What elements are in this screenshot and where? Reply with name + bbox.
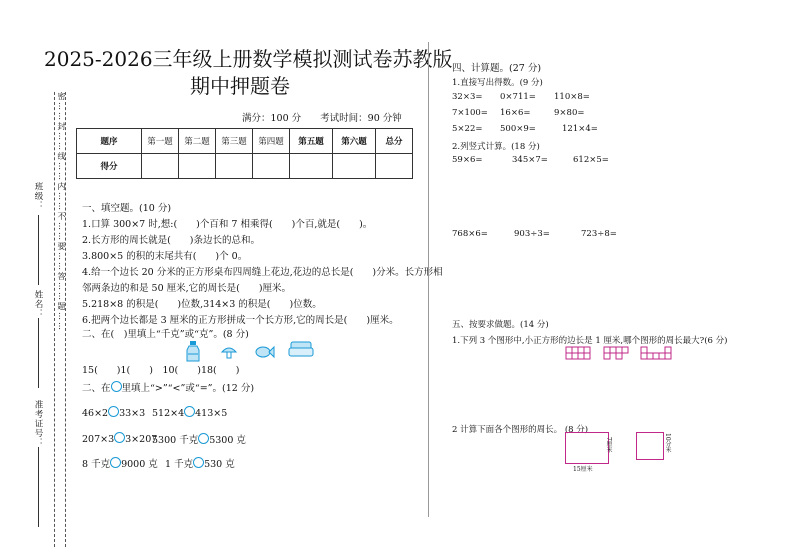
compare-row-3b xyxy=(165,456,235,470)
calc-item: 0×711= xyxy=(500,92,536,102)
score-table-header: 第一题 xyxy=(142,129,179,154)
compare-right: 3×207 xyxy=(125,434,158,445)
grid-shape-1 xyxy=(565,346,591,366)
vertical-calc-item: 903÷3= xyxy=(514,229,550,239)
part1-q3: 3.800×5 的积的末尾共有( )个 0。 xyxy=(82,251,248,262)
calc-item: 500×9= xyxy=(500,124,536,134)
sofa-icon xyxy=(288,340,314,362)
fish-icon xyxy=(255,344,275,363)
score-cell[interactable] xyxy=(253,154,290,179)
compare-circle-input[interactable] xyxy=(114,432,125,443)
score-table-header: 第三题 xyxy=(216,129,253,154)
calc-item: 110×8= xyxy=(554,92,590,102)
exam-id-field-label: 准考证号： xyxy=(33,400,43,448)
compare-left: 46×2 xyxy=(82,408,109,419)
seal-line-left xyxy=(54,92,55,547)
mushroom-icon xyxy=(220,344,238,364)
part2-answers: 15( )1( ) 10( )18( ) xyxy=(82,365,240,376)
calc-item: 5×22= xyxy=(452,124,483,134)
vertical-calc-item: 768×6= xyxy=(452,229,488,239)
column-divider xyxy=(428,42,429,517)
compare-circle-icon xyxy=(111,381,122,392)
score-cell[interactable] xyxy=(142,154,179,179)
score-table xyxy=(76,128,413,179)
compare-left: 1 千克 xyxy=(165,459,194,470)
compare-circle-input[interactable] xyxy=(198,433,209,444)
compare-right: 5300 克 xyxy=(209,435,246,446)
rect-height-label: 7厘米 xyxy=(605,437,612,453)
square-side-label: 10分米 xyxy=(664,433,671,453)
score-table-header: 题序 xyxy=(77,129,142,154)
score-table-header: 第二题 xyxy=(179,129,216,154)
calc-item: 7×100= xyxy=(452,108,488,118)
vertical-calc-item: 723÷8= xyxy=(581,229,617,239)
compare-left: 512×4 xyxy=(152,408,185,419)
score-cell[interactable] xyxy=(179,154,216,179)
compare-row-2 xyxy=(82,432,157,445)
part4-heading: 四、计算题。(27 分) xyxy=(452,63,542,74)
compare-row-1b xyxy=(152,406,227,419)
score-cell[interactable] xyxy=(216,154,253,179)
compare-right: 530 克 xyxy=(204,459,235,470)
part1-q2: 2.长方形的周长就是( )条边长的总和。 xyxy=(82,235,260,246)
part5-q1: 1.下列 3 个图形中,小正方形的边长是 1 厘米,哪个图形的周长最大?(6 分) xyxy=(452,336,728,346)
score-cell[interactable] xyxy=(376,154,413,179)
score-table-header: 第六题 xyxy=(333,129,376,154)
paper-title-line2: 期中押题卷 xyxy=(190,74,290,98)
compare-right: 33×3 xyxy=(119,408,146,419)
paper-title-line1: 2025-2026三年级上册数学模拟测试卷苏教版 xyxy=(44,47,453,71)
compare-right: 9000 克 xyxy=(121,459,158,470)
compare-right: 413×5 xyxy=(195,408,228,419)
part1-q4b: 邻两条边的和是 50 厘米,它的周长是( )厘米。 xyxy=(82,283,292,294)
part3-heading xyxy=(82,380,254,394)
class-field-label: 班级： xyxy=(33,182,43,211)
vertical-calc-item: 612×5= xyxy=(573,155,609,165)
part4-sub1: 1.直接写出得数。(9 分) xyxy=(452,78,543,88)
part3-heading-suffix: 里填上“>”“<”或“=”。(12 分) xyxy=(121,383,255,394)
score-table-header: 第五题 xyxy=(290,129,333,154)
score-cell[interactable] xyxy=(290,154,333,179)
part1-q1: 1.口算 300×7 时,想:( )个百和 7 相乘得( )个百,就是( )。 xyxy=(82,219,373,230)
grid-shape-2 xyxy=(603,346,629,366)
compare-circle-input[interactable] xyxy=(184,406,195,417)
score-info: 满分：100 分 考试时间：90 分钟 xyxy=(242,113,402,124)
score-cell[interactable] xyxy=(333,154,376,179)
part1-q4a: 4.给一个边长 20 分米的正方形桌布四周缝上花边,花边的总长是( )分米。长方形相 xyxy=(82,267,443,278)
part5-heading: 五、按要求做题。(14 分) xyxy=(452,320,549,330)
compare-circle-input[interactable] xyxy=(193,457,204,468)
compare-left: 207×3 xyxy=(82,434,115,445)
compare-row-1 xyxy=(82,406,145,419)
compare-left: 8 千克 xyxy=(82,459,111,470)
compare-row-3 xyxy=(82,456,158,470)
name-field-label: 姓名： xyxy=(33,290,43,319)
part3-heading-prefix: 二、在 xyxy=(82,383,111,394)
part2-heading: 二、在( )里填上“千克”或“克”。(8 分) xyxy=(82,329,249,340)
calc-item: 9×80= xyxy=(554,108,585,118)
part1-q6: 6.把两个边长都是 3 厘米的正方形拼成一个长方形,它的周长是( )厘米。 xyxy=(82,315,399,326)
calc-item: 32×3= xyxy=(452,92,483,102)
score-table-header: 第四题 xyxy=(253,129,290,154)
compare-row-2b xyxy=(152,432,246,446)
part4-sub2: 2.列竖式计算。(18 分) xyxy=(452,142,540,152)
rectangle-figure xyxy=(565,432,609,464)
name-field-line[interactable] xyxy=(38,318,39,388)
compare-circle-input[interactable] xyxy=(110,457,121,468)
compare-left: 5300 千克 xyxy=(152,435,199,446)
compare-circle-input[interactable] xyxy=(108,406,119,417)
part5-q2: 2 计算下面各个图形的周长。 (8 分) xyxy=(452,425,589,435)
vertical-calc-item: 345×7= xyxy=(512,155,548,165)
grid-shape-3 xyxy=(640,346,672,366)
rect-width-label: 15厘米 xyxy=(573,466,593,473)
seal-text: 密……封……线……内……不……要……答……题…… xyxy=(57,92,66,332)
vertical-calc-item: 59×6= xyxy=(452,155,483,165)
class-field-line[interactable] xyxy=(38,215,39,285)
score-table-header: 总分 xyxy=(376,129,413,154)
calc-item: 121×4= xyxy=(562,124,598,134)
part1-heading: 一、填空题。(10 分) xyxy=(82,203,172,214)
exam-id-field-line[interactable] xyxy=(38,447,39,527)
part1-q5: 5.218×8 的积是( )位数,314×3 的积是( )位数。 xyxy=(82,299,322,310)
square-figure xyxy=(636,432,664,460)
calc-item: 16×6= xyxy=(500,108,531,118)
score-row-label: 得分 xyxy=(77,154,142,179)
